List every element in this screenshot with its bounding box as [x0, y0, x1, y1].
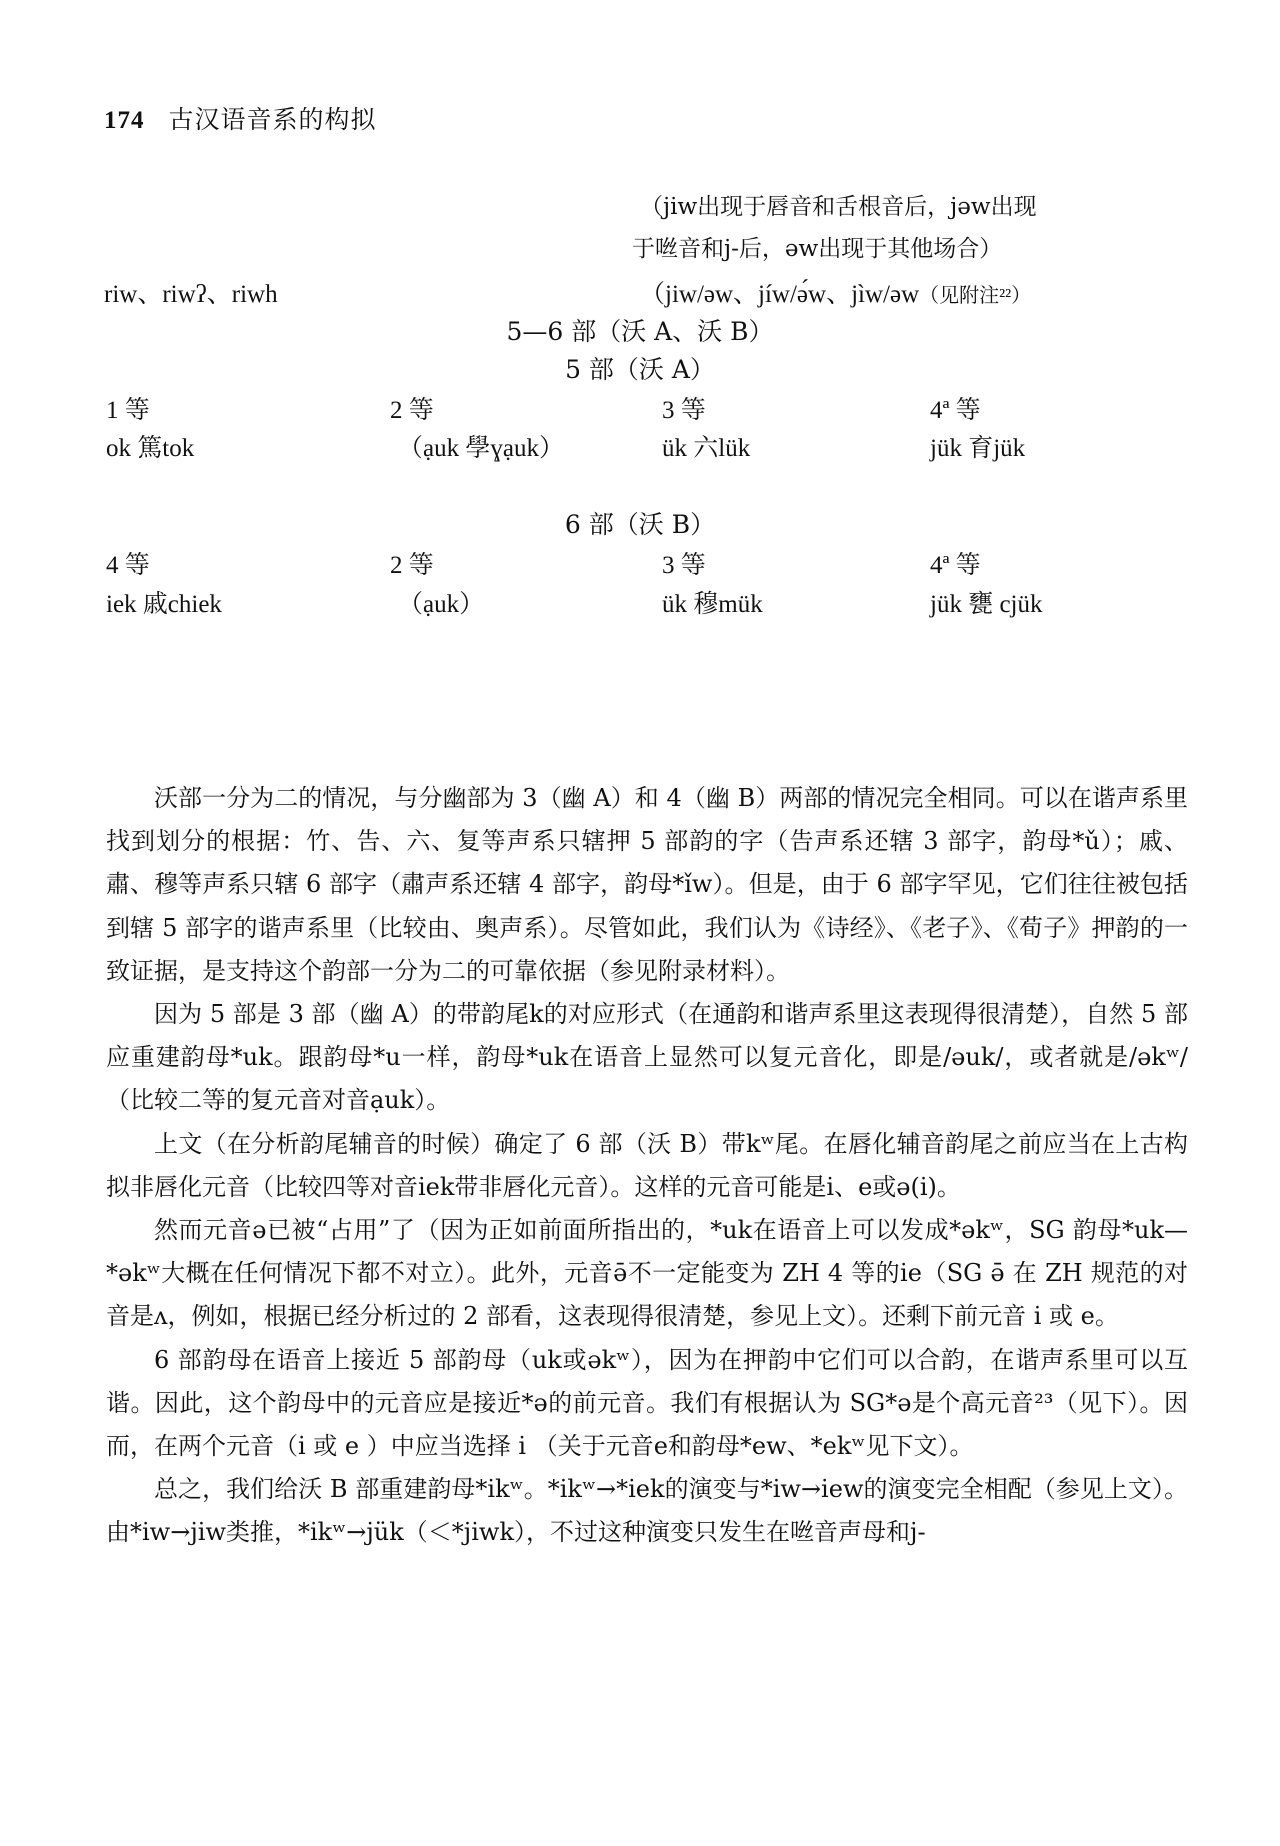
section-main-title: 5—6 部（沃 A、沃 B） — [506, 317, 774, 346]
example-cell: iek 戚chiek — [106, 591, 222, 618]
rhyme-forms-left: riw、riwʔ、riwh — [104, 281, 278, 308]
grade-header: 1 等 — [106, 397, 150, 424]
section-5-title: 5 部（沃 A） — [565, 355, 715, 384]
running-title: 古汉语音系的构拟 — [168, 105, 377, 134]
example-cell: （ạuk 學ɣạuk） — [398, 435, 564, 462]
note-line-2: 于咝音和j-后，əw出现于其他场合） — [632, 236, 1003, 262]
paragraph: 然而元音ə已被“占用”了（因为正如前面所指出的，*uk在语音上可以发成*əkʷ，SG 韵母*uk—*əkʷ大概在任何情况下都不对立）。此外，元音ə̄不一定能变为 ZH 4 等的ie（SG ə̄ 在 ZH 规范的对音是ʌ，例如，根据已经分析过的 2 部看，这表现得很清楚，参见上文）。还剩下前元音 i 或 e。 — [106, 1216, 1188, 1331]
grade-header: 3 等 — [662, 397, 706, 424]
footnote-reference: （见附注²²） — [919, 285, 1032, 307]
grade-header: 2 等 — [390, 552, 434, 579]
example-cell: ük 六lük — [662, 435, 751, 462]
example-cell: ük 穆mük — [662, 591, 763, 618]
example-cell: （ạuk） — [398, 591, 485, 618]
grade-header: 4ª 等 — [930, 552, 981, 579]
example-cell: jük 育jük — [930, 435, 1026, 462]
page-number: 174 — [104, 107, 145, 134]
section-6-title: 6 部（沃 B） — [564, 510, 716, 539]
grade-header: 4 等 — [106, 552, 150, 579]
paragraph: 沃部一分为二的情况，与分幽部为 3（幽 A）和 4（幽 B）两部的情况完全相同。可以在谐声系里找到划分的根据：竹、告、六、复等声系只辖押 5 部韵的字（告声系还辖 3 部字，韵母*ǔ）；戚、肅、穆等声系只辖 6 部字（肅声系还辖 4 部字，韵母*ǐw）。但是，由于 6 部字罕见，它们往往被包括到辖 5 部字的谐声系里（比较由、奥声系）。尽管如此，我们认为《诗经》、《老子》、《荀子》押韵的一致证据，是支持这个韵部一分为二的可靠依据（参见附录材料）。 — [106, 784, 1188, 985]
rhyme-forms-right-text: （jiw/əw、jíw/ə́w、jìw/əw — [640, 281, 920, 308]
example-cell: ok 篤tok — [106, 435, 195, 462]
body-text — [106, 777, 1188, 1555]
grade-header: 3 等 — [662, 552, 706, 579]
grade-header: 2 等 — [390, 397, 434, 424]
rhyme-forms-right — [640, 274, 1031, 310]
paragraph: 因为 5 部是 3 部（幽 A）的带韵尾k的对应形式（在通韵和谐声系里这表现得很清楚），自然 5 部应重建韵母*uk。跟韵母*u一样，韵母*uk在语音上显然可以复元音化，即是/əuk/，或者就是/əkʷ/（比较二等的复元音对音ạuk）。 — [106, 1000, 1188, 1115]
grade-header: 4ª 等 — [930, 397, 981, 424]
page-header — [104, 100, 377, 136]
paragraph: 总之，我们给沃 B 部重建韵母*ikʷ。*ikʷ→*iek的演变与*iw→iew的演变完全相配（参见上文）。由*iw→jiw类推，*ikʷ→jük（＜*jiwk），不过这种演变只发生在咝音声母和j- — [106, 1475, 1188, 1547]
note-line-1: （jiw出现于唇音和舌根音后，jəw出现 — [640, 194, 1037, 220]
paragraph: 上文（在分析韵尾辅音的时候）确定了 6 部（沃 B）带kʷ尾。在唇化辅音韵尾之前应当在上古构拟非唇化元音（比较四等对音iek带非唇化元音）。这样的元音可能是i、e或ə(i)。 — [106, 1129, 1188, 1201]
paragraph: 6 部韵母在语音上接近 5 部韵母（uk或əkʷ），因为在押韵中它们可以合韵，在谐声系里可以互谐。因此，这个韵母中的元音应是接近*ə的前元音。我们有根据认为 SG*ə是个高元音²³（见下）。因而，在两个元音（i 或 e ）中应当选择 i （关于元音e和韵母*ew、*ekʷ见下文）。 — [106, 1345, 1188, 1461]
example-cell: jük 甕 cjük — [930, 591, 1043, 618]
